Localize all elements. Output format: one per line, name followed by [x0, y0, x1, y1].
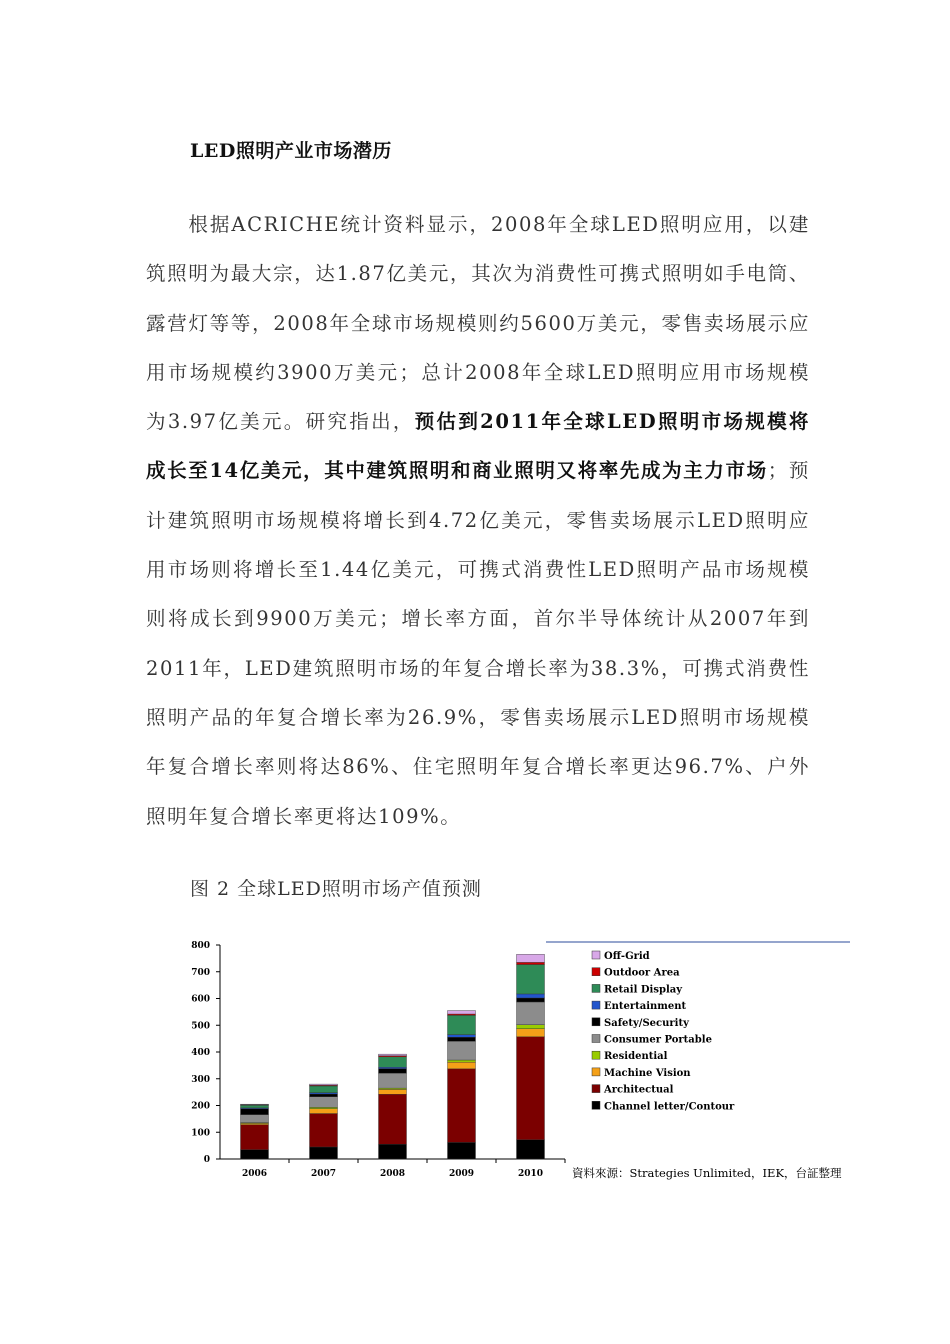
section-heading: LED照明产业市场潜历 [190, 140, 392, 162]
bar-segment [448, 1035, 476, 1038]
legend-label: Retail Display [604, 984, 683, 996]
bar-segment [241, 1109, 269, 1115]
legend-swatch [592, 984, 600, 992]
bar-segment [517, 965, 545, 994]
x-tick-label: 2006 [241, 1169, 268, 1179]
legend-swatch [592, 1001, 600, 1009]
y-tick-label: 400 [191, 1048, 210, 1058]
bar-segment [448, 1062, 476, 1069]
bar-segment [241, 1123, 269, 1124]
legend-swatch [592, 1018, 600, 1026]
legend-label: Residential [604, 1051, 668, 1063]
bar-segment [310, 1147, 338, 1159]
bar-segment [310, 1107, 338, 1108]
y-tick-label: 300 [191, 1074, 210, 1085]
bar-segment [310, 1114, 338, 1147]
legend-swatch [592, 1101, 600, 1109]
legend-label: Safety/Security [604, 1017, 689, 1029]
bar-segment [517, 998, 545, 1002]
legend-label: Consumer Portable [604, 1034, 712, 1046]
bar-segment [448, 1037, 476, 1041]
bar-segment [448, 1011, 476, 1014]
bar-segment [517, 1140, 545, 1159]
bar-segment [379, 1144, 407, 1159]
bar-segment [310, 1097, 338, 1108]
legend-swatch [592, 1035, 600, 1043]
legend-label: Architectual [604, 1084, 674, 1096]
x-tick-label: 2008 [379, 1169, 406, 1179]
bar-segment [310, 1094, 338, 1097]
bar-segment [241, 1104, 269, 1105]
bar-segment [241, 1105, 269, 1108]
bar-segment [517, 1037, 545, 1140]
bar-segment [310, 1086, 338, 1093]
legend-swatch [592, 1068, 600, 1076]
bar-segment [517, 1002, 545, 1025]
bar-segment [517, 954, 545, 962]
bar-segment [379, 1067, 407, 1068]
paragraph-bold-forecast: 预估到2011年全球LED照明市场规模将成长至14亿美元，其中建筑照明和商业照明又将率先成为主力市场 [146, 410, 810, 483]
bar-segment [379, 1057, 407, 1067]
bar-segment [448, 1142, 476, 1159]
x-tick-label: 2009 [448, 1169, 475, 1179]
bar-segment [379, 1054, 407, 1056]
bar-segment [379, 1073, 407, 1088]
source-note: 資料來源：Strategies Unlimited，IEK，台証整理 [572, 1166, 842, 1180]
bar-segment [448, 1014, 476, 1015]
bar-segment [379, 1088, 407, 1089]
y-tick-label: 600 [191, 994, 210, 1005]
legend-label: Off-Grid [604, 951, 650, 962]
bar-segment [517, 994, 545, 998]
paragraph-part-2: ；预计建筑照明市场规模将增长到4.72亿美元，零售卖场展示LED照明应用市场则将增长至1.44亿美元，可携式消费性LED照明产品市场规模则将成长到9900万美元；增长率方面，首尔半导体统计从2007年到2011年，LED建筑照明市场的年复合增长率为38.3%，可携式消费性照明产品的年复合增长率为26.9%，零售卖场展示LED照明市场规模年复合增长率则将达86%、住宅照明年复合增长率更达96.7%、户外照明年复合增长率更将达109%。 [146, 459, 811, 828]
legend-swatch [592, 1085, 600, 1093]
bar-segment [310, 1109, 338, 1114]
y-tick-label: 0 [203, 1155, 210, 1165]
bar-segment [241, 1115, 269, 1123]
legend-label: Outdoor Area [604, 967, 680, 979]
bar-segment [517, 1025, 545, 1029]
legend-label: Machine Vision [604, 1067, 691, 1079]
legend-swatch [592, 968, 600, 976]
bar-segment [310, 1084, 338, 1085]
y-tick-label: 200 [191, 1101, 210, 1112]
bar-segment [517, 962, 545, 964]
bar-segment [379, 1089, 407, 1094]
bar-segment [448, 1060, 476, 1062]
x-tick-label: 2007 [310, 1169, 337, 1179]
bar-segment [448, 1015, 476, 1034]
paragraph-part-1: 根据ACRICHE统计资料显示，2008年全球LED照明应用，以建筑照明为最大宗，达1.87亿美元，其次为消费性可携式照明如手电筒、露营灯等等，2008年全球市场规模则约5600万美元，零售卖场展示应用市场规模约3900万美元；总计2008年全球LED照明应用市场规模为3.97亿美元。研究指出， [146, 213, 810, 434]
bar-segment [379, 1069, 407, 1074]
legend-label: Channel letter/Contour [604, 1101, 735, 1113]
body-paragraph [146, 200, 810, 841]
x-tick-label: 2010 [517, 1169, 544, 1179]
bar-segment [241, 1150, 269, 1159]
figure-caption: 图 2 全球LED照明市场产值预测 [190, 878, 482, 900]
legend-swatch [592, 1051, 600, 1059]
y-tick-label: 100 [191, 1128, 210, 1139]
y-tick-label: 700 [191, 967, 210, 978]
bar-segment [448, 1041, 476, 1060]
y-tick-label: 800 [191, 941, 210, 951]
y-tick-label: 500 [191, 1021, 210, 1032]
bar-segment [517, 1029, 545, 1037]
bar-segment [379, 1094, 407, 1144]
legend-swatch [592, 951, 600, 959]
bar-segment [310, 1093, 338, 1094]
bar-segment [448, 1069, 476, 1143]
legend-label: Entertainment [604, 1001, 687, 1013]
bar-segment [241, 1125, 269, 1150]
